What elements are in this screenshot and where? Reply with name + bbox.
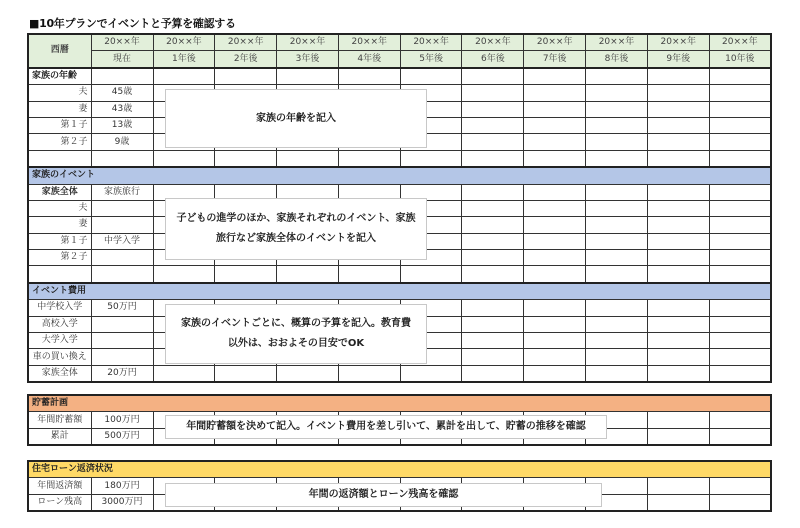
- empty-cell: [647, 68, 709, 85]
- year-cell: 20××年: [647, 34, 709, 51]
- empty-cell: [586, 233, 648, 249]
- row-value: [91, 250, 153, 266]
- empty-cell: [524, 250, 586, 266]
- empty-cell: [709, 85, 771, 101]
- year-cell: 20××年: [462, 34, 524, 51]
- empty-cell: [400, 68, 462, 85]
- empty-cell: [400, 365, 462, 382]
- row-label: 第２子: [28, 250, 91, 266]
- row-value: [91, 200, 153, 216]
- empty-cell: [524, 349, 586, 365]
- section-header-row: [28, 68, 771, 85]
- page-title: ■10年プランでイベントと予算を確認する: [29, 17, 236, 30]
- empty-cell: [709, 184, 771, 200]
- empty-cell: [709, 217, 771, 233]
- empty-cell: [215, 365, 277, 382]
- year-header-row: [28, 34, 771, 51]
- empty-cell: [524, 316, 586, 332]
- empty-cell: [215, 150, 277, 167]
- offset-cell: 5年後: [400, 51, 462, 68]
- table-row: [28, 150, 771, 167]
- offset-cell: 4年後: [338, 51, 400, 68]
- row-value: 43歳: [91, 101, 153, 117]
- empty-cell: [524, 85, 586, 101]
- row-label: 累計: [28, 428, 91, 445]
- row-label: 妻: [28, 217, 91, 233]
- empty-cell: [524, 117, 586, 133]
- section-header-row: [28, 461, 771, 478]
- empty-cell: [338, 365, 400, 382]
- empty-cell: [153, 365, 215, 382]
- empty-cell: [647, 349, 709, 365]
- row-value: [91, 316, 153, 332]
- row-label: 夫: [28, 200, 91, 216]
- callout-family-events: 子どもの進学のほか、家族それぞれのイベント、家族 旅行など家族全体のイベントを記入: [165, 198, 427, 260]
- row-value: 3000万円: [91, 494, 153, 511]
- empty-cell: [647, 85, 709, 101]
- empty-cell: [709, 333, 771, 349]
- section-header-row: [28, 395, 771, 412]
- row-label: 家族全体: [28, 365, 91, 382]
- empty-cell: [215, 266, 277, 283]
- empty-cell: [400, 150, 462, 167]
- row-value: 13歳: [91, 117, 153, 133]
- empty-cell: [709, 250, 771, 266]
- empty-cell: [524, 266, 586, 283]
- empty-cell: [524, 184, 586, 200]
- offset-cell: 2年後: [215, 51, 277, 68]
- empty-cell: [277, 365, 339, 382]
- year-cell: 20××年: [277, 34, 339, 51]
- empty-cell: [524, 217, 586, 233]
- callout-savings: 年間貯蓄額を決めて記入。イベント費用を差し引いて、累計を出して、貯蓄の推移を確認: [165, 415, 607, 439]
- row-label: [28, 150, 91, 167]
- empty-cell: [462, 333, 524, 349]
- empty-cell: [709, 300, 771, 316]
- empty-cell: [647, 300, 709, 316]
- empty-cell: [647, 184, 709, 200]
- empty-cell: [647, 250, 709, 266]
- empty-cell: [647, 316, 709, 332]
- offset-cell: 3年後: [277, 51, 339, 68]
- empty-cell: [277, 266, 339, 283]
- row-value: [91, 217, 153, 233]
- empty-cell: [586, 101, 648, 117]
- row-value: 中学入学: [91, 233, 153, 249]
- empty-cell: [524, 233, 586, 249]
- callout-event-costs: 家族のイベントごとに、概算の予算を記入。教育費 以外は、おおよその目安でOK: [165, 304, 427, 364]
- empty-cell: [647, 333, 709, 349]
- empty-cell: [524, 101, 586, 117]
- empty-cell: [586, 150, 648, 167]
- offset-cell: 現在: [91, 51, 153, 68]
- empty-cell: [709, 68, 771, 85]
- table-row: [28, 365, 771, 382]
- empty-cell: [709, 478, 771, 494]
- empty-cell: [400, 266, 462, 283]
- offset-cell: 6年後: [462, 51, 524, 68]
- empty-cell: [462, 250, 524, 266]
- section-header: イベント費用: [28, 283, 771, 300]
- empty-cell: [586, 217, 648, 233]
- empty-cell: [462, 85, 524, 101]
- empty-cell: [647, 233, 709, 249]
- section-header: 家族の年齢: [28, 68, 91, 85]
- empty-cell: [462, 316, 524, 332]
- row-value: [91, 333, 153, 349]
- empty-cell: [709, 316, 771, 332]
- row-label: 妻: [28, 101, 91, 117]
- row-label: 車の買い換え: [28, 349, 91, 365]
- row-label: 第１子: [28, 233, 91, 249]
- empty-cell: [462, 117, 524, 133]
- row-value: 45歳: [91, 85, 153, 101]
- year-cell: 20××年: [586, 34, 648, 51]
- offset-header-row: [28, 51, 771, 68]
- empty-cell: [153, 266, 215, 283]
- empty-cell: [647, 150, 709, 167]
- empty-cell: [462, 200, 524, 216]
- empty-cell: [709, 150, 771, 167]
- empty-cell: [524, 300, 586, 316]
- empty-cell: [647, 200, 709, 216]
- empty-cell: [586, 365, 648, 382]
- empty-cell: [462, 68, 524, 85]
- empty-cell: [524, 68, 586, 85]
- empty-cell: [338, 68, 400, 85]
- empty-cell: [647, 428, 709, 445]
- year-cell: 20××年: [91, 34, 153, 51]
- year-cell: 20××年: [400, 34, 462, 51]
- empty-cell: [277, 150, 339, 167]
- callout-loan: 年間の返済額とローン残高を確認: [165, 483, 602, 507]
- empty-cell: [709, 101, 771, 117]
- empty-cell: [153, 150, 215, 167]
- empty-cell: [462, 365, 524, 382]
- empty-cell: [462, 134, 524, 150]
- year-cell: 20××年: [338, 34, 400, 51]
- empty-cell: [709, 117, 771, 133]
- empty-cell: [462, 233, 524, 249]
- empty-cell: [709, 428, 771, 445]
- empty-cell: [586, 250, 648, 266]
- empty-cell: [153, 68, 215, 85]
- table-row: [28, 266, 771, 283]
- empty-cell: [462, 349, 524, 365]
- year-cell: 20××年: [709, 34, 771, 51]
- empty-cell: [647, 266, 709, 283]
- empty-cell: [586, 266, 648, 283]
- row-value: 家族旅行: [91, 184, 153, 200]
- empty-cell: [586, 300, 648, 316]
- row-label: ローン残高: [28, 494, 91, 511]
- empty-cell: [709, 494, 771, 511]
- empty-cell: [709, 365, 771, 382]
- row-value: 20万円: [91, 365, 153, 382]
- year-cell: 20××年: [153, 34, 215, 51]
- row-label: 夫: [28, 85, 91, 101]
- empty-cell: [647, 478, 709, 494]
- row-value: 9歳: [91, 134, 153, 150]
- empty-cell: [215, 68, 277, 85]
- empty-cell: [586, 117, 648, 133]
- empty-cell: [91, 68, 153, 85]
- empty-cell: [586, 184, 648, 200]
- row-value: 100万円: [91, 412, 153, 428]
- corner-header: 西暦: [28, 34, 91, 68]
- offset-cell: 9年後: [647, 51, 709, 68]
- empty-cell: [586, 316, 648, 332]
- row-value: 500万円: [91, 428, 153, 445]
- empty-cell: [709, 233, 771, 249]
- row-label: 大学入学: [28, 333, 91, 349]
- section-header-row: [28, 167, 771, 184]
- empty-cell: [524, 365, 586, 382]
- empty-cell: [647, 494, 709, 511]
- section-header: 家族のイベント: [28, 167, 771, 184]
- empty-cell: [709, 412, 771, 428]
- empty-cell: [524, 150, 586, 167]
- section-header: 住宅ローン返済状況: [28, 461, 771, 478]
- empty-cell: [586, 349, 648, 365]
- empty-cell: [586, 68, 648, 85]
- row-value: [91, 266, 153, 283]
- empty-cell: [338, 266, 400, 283]
- empty-cell: [647, 217, 709, 233]
- empty-cell: [462, 300, 524, 316]
- row-value: 180万円: [91, 478, 153, 494]
- row-label: 年間返済額: [28, 478, 91, 494]
- empty-cell: [524, 134, 586, 150]
- row-label: [28, 266, 91, 283]
- row-label: 高校入学: [28, 316, 91, 332]
- empty-cell: [647, 412, 709, 428]
- row-label: 家族全体: [28, 184, 91, 200]
- empty-cell: [524, 200, 586, 216]
- empty-cell: [586, 200, 648, 216]
- empty-cell: [586, 85, 648, 101]
- empty-cell: [462, 217, 524, 233]
- empty-cell: [462, 101, 524, 117]
- empty-cell: [709, 134, 771, 150]
- empty-cell: [586, 134, 648, 150]
- empty-cell: [709, 200, 771, 216]
- section-header: 貯蓄計画: [28, 395, 771, 412]
- year-cell: 20××年: [215, 34, 277, 51]
- section-header-row: [28, 283, 771, 300]
- callout-family-age: 家族の年齢を記入: [165, 89, 427, 148]
- empty-cell: [709, 349, 771, 365]
- offset-cell: 1年後: [153, 51, 215, 68]
- row-value: [91, 349, 153, 365]
- empty-cell: [338, 150, 400, 167]
- empty-cell: [647, 101, 709, 117]
- empty-cell: [647, 117, 709, 133]
- empty-cell: [277, 68, 339, 85]
- offset-cell: 8年後: [586, 51, 648, 68]
- empty-cell: [462, 184, 524, 200]
- empty-cell: [709, 266, 771, 283]
- row-value: [91, 150, 153, 167]
- empty-cell: [524, 333, 586, 349]
- row-label: 中学校入学: [28, 300, 91, 316]
- year-cell: 20××年: [524, 34, 586, 51]
- row-value: 50万円: [91, 300, 153, 316]
- empty-cell: [586, 333, 648, 349]
- empty-cell: [647, 134, 709, 150]
- empty-cell: [462, 266, 524, 283]
- row-label: 第２子: [28, 134, 91, 150]
- empty-cell: [462, 150, 524, 167]
- offset-cell: 10年後: [709, 51, 771, 68]
- row-label: 第１子: [28, 117, 91, 133]
- row-label: 年間貯蓄額: [28, 412, 91, 428]
- offset-cell: 7年後: [524, 51, 586, 68]
- empty-cell: [647, 365, 709, 382]
